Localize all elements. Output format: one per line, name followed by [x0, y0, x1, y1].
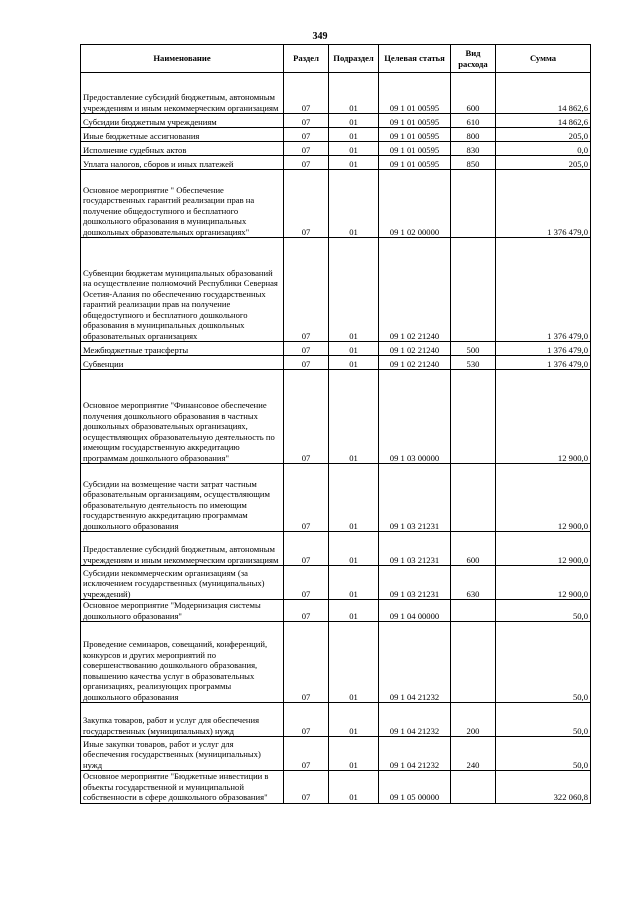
cell-expense-type	[451, 238, 496, 342]
table-row	[81, 532, 591, 566]
cell-target-article: 09 1 02 21240	[379, 356, 451, 370]
table-row	[81, 156, 591, 170]
cell-subsection: 01	[329, 142, 379, 156]
cell-amount: 12 900,0	[496, 532, 591, 566]
cell-target-article: 09 1 04 21232	[379, 622, 451, 703]
cell-subsection: 01	[329, 114, 379, 128]
cell-expense-type: 850	[451, 156, 496, 170]
table-row	[81, 464, 591, 532]
table-row	[81, 238, 591, 342]
cell-amount: 12 900,0	[496, 370, 591, 464]
cell-name: Предоставление субсидий бюджетным, автономным учреждениям и иным некоммерческим организациям	[81, 73, 284, 114]
cell-amount: 322 060,8	[496, 771, 591, 804]
cell-amount: 50,0	[496, 600, 591, 622]
cell-target-article: 09 1 03 00000	[379, 370, 451, 464]
cell-target-article: 09 1 01 00595	[379, 128, 451, 142]
cell-subsection: 01	[329, 737, 379, 771]
cell-target-article: 09 1 03 21231	[379, 464, 451, 532]
cell-subsection: 01	[329, 703, 379, 737]
cell-name: Межбюджетные трансферты	[81, 342, 284, 356]
budget-table	[80, 44, 591, 804]
table-row	[81, 703, 591, 737]
cell-section: 07	[284, 370, 329, 464]
cell-section: 07	[284, 128, 329, 142]
cell-section: 07	[284, 238, 329, 342]
cell-amount: 1 376 479,0	[496, 342, 591, 356]
cell-name: Основное мероприятие " Обеспечение государственных гарантий реализации прав на получение общедоступного и бесплатного дошкольного образования в муниципальных дошкольных образовательных организациях"	[81, 170, 284, 238]
table-row	[81, 170, 591, 238]
cell-subsection: 01	[329, 238, 379, 342]
cell-section: 07	[284, 342, 329, 356]
cell-amount: 1 376 479,0	[496, 238, 591, 342]
cell-name: Предоставление субсидий бюджетным, автономным учреждениям и иным некоммерческим организациям	[81, 532, 284, 566]
cell-section: 07	[284, 114, 329, 128]
cell-target-article: 09 1 03 21231	[379, 532, 451, 566]
cell-section: 07	[284, 771, 329, 804]
cell-target-article: 09 1 01 00595	[379, 156, 451, 170]
cell-expense-type: 600	[451, 532, 496, 566]
table-row	[81, 370, 591, 464]
cell-expense-type	[451, 170, 496, 238]
cell-target-article: 09 1 04 00000	[379, 600, 451, 622]
cell-section: 07	[284, 464, 329, 532]
cell-name: Субвенции	[81, 356, 284, 370]
cell-expense-type	[451, 622, 496, 703]
page-number: 349	[312, 31, 328, 42]
header-row	[81, 45, 591, 73]
cell-name: Основное мероприятие "Финансовое обеспечение получения дошкольного образования в частных дошкольных образовательных организациях, осуществляющих образовательную деятельность по имеющим государственную аккредитацию программам дошкольного образования"	[81, 370, 284, 464]
cell-name: Иные бюджетные ассигнования	[81, 128, 284, 142]
cell-target-article: 09 1 02 21240	[379, 342, 451, 356]
cell-section: 07	[284, 622, 329, 703]
cell-subsection: 01	[329, 156, 379, 170]
cell-subsection: 01	[329, 356, 379, 370]
cell-amount: 0,0	[496, 142, 591, 156]
cell-section: 07	[284, 142, 329, 156]
cell-name: Основное мероприятие "Бюджетные инвестиции в объекты государственной и муниципальной собственности в сфере дошкольного образования"	[81, 771, 284, 804]
header-target-article: Целевая статья	[379, 45, 451, 73]
cell-section: 07	[284, 703, 329, 737]
cell-amount: 14 862,6	[496, 114, 591, 128]
cell-target-article: 09 1 02 21240	[379, 238, 451, 342]
cell-subsection: 01	[329, 464, 379, 532]
cell-subsection: 01	[329, 170, 379, 238]
table-body	[81, 73, 591, 804]
header-expense-type: Вид расхода	[451, 45, 496, 73]
cell-expense-type: 500	[451, 342, 496, 356]
table-row	[81, 73, 591, 114]
cell-target-article: 09 1 02 00000	[379, 170, 451, 238]
cell-subsection: 01	[329, 128, 379, 142]
cell-expense-type: 530	[451, 356, 496, 370]
cell-section: 07	[284, 532, 329, 566]
header-name: Наименование	[81, 45, 284, 73]
cell-expense-type: 600	[451, 73, 496, 114]
header-amount: Сумма	[496, 45, 591, 73]
cell-target-article: 09 1 05 00000	[379, 771, 451, 804]
table-row	[81, 771, 591, 804]
cell-target-article: 09 1 03 21231	[379, 566, 451, 600]
table-row	[81, 622, 591, 703]
cell-expense-type: 630	[451, 566, 496, 600]
cell-subsection: 01	[329, 370, 379, 464]
cell-section: 07	[284, 156, 329, 170]
cell-expense-type	[451, 464, 496, 532]
cell-amount: 1 376 479,0	[496, 356, 591, 370]
cell-target-article: 09 1 04 21232	[379, 703, 451, 737]
cell-target-article: 09 1 04 21232	[379, 737, 451, 771]
table-row	[81, 600, 591, 622]
cell-amount: 50,0	[496, 703, 591, 737]
cell-name: Уплата налогов, сборов и иных платежей	[81, 156, 284, 170]
cell-subsection: 01	[329, 73, 379, 114]
table-row	[81, 114, 591, 128]
cell-target-article: 09 1 01 00595	[379, 73, 451, 114]
cell-section: 07	[284, 600, 329, 622]
cell-expense-type	[451, 771, 496, 804]
cell-amount: 205,0	[496, 156, 591, 170]
cell-subsection: 01	[329, 622, 379, 703]
cell-expense-type: 830	[451, 142, 496, 156]
cell-expense-type: 240	[451, 737, 496, 771]
cell-subsection: 01	[329, 600, 379, 622]
cell-section: 07	[284, 356, 329, 370]
header-section: Раздел	[284, 45, 329, 73]
cell-name: Закупка товаров, работ и услуг для обеспечения государственных (муниципальных) нужд	[81, 703, 284, 737]
cell-section: 07	[284, 566, 329, 600]
cell-amount: 1 376 479,0	[496, 170, 591, 238]
cell-expense-type: 800	[451, 128, 496, 142]
cell-subsection: 01	[329, 566, 379, 600]
cell-name: Субвенции бюджетам муниципальных образований на осуществление полномочий Республики Северная Осетия-Алания по обеспечению государственных гарантий реализации прав на получение общедоступного и бесплатного дошкольного образования в муниципальных дошкольных образовательных организациях	[81, 238, 284, 342]
cell-section: 07	[284, 170, 329, 238]
cell-name: Проведение семинаров, совещаний, конференций, конкурсов и других мероприятий по совершенствованию дошкольного образования, повышению качества услуг в образовательных организациях, реализующих программы дошкольного образования	[81, 622, 284, 703]
cell-amount: 14 862,6	[496, 73, 591, 114]
cell-name: Субсидии некоммерческим организациям (за исключением государственных (муниципальных) учреждений)	[81, 566, 284, 600]
cell-name: Субсидии бюджетным учреждениям	[81, 114, 284, 128]
cell-expense-type: 200	[451, 703, 496, 737]
cell-section: 07	[284, 737, 329, 771]
table-row	[81, 356, 591, 370]
cell-name: Исполнение судебных актов	[81, 142, 284, 156]
cell-amount: 50,0	[496, 737, 591, 771]
table-row	[81, 737, 591, 771]
cell-expense-type: 610	[451, 114, 496, 128]
table-row	[81, 142, 591, 156]
cell-amount: 12 900,0	[496, 566, 591, 600]
cell-name: Субсидии на возмещение части затрат частным образовательным организациям, осуществляющим образовательную деятельность по имеющим государственную аккредитацию программам дошкольного образования	[81, 464, 284, 532]
cell-subsection: 01	[329, 771, 379, 804]
header-subsection: Подраздел	[329, 45, 379, 73]
cell-section: 07	[284, 73, 329, 114]
cell-name: Иные закупки товаров, работ и услуг для обеспечения государственных (муниципальных) нужд	[81, 737, 284, 771]
cell-name: Основное мероприятие "Модернизация системы дошкольного образования"	[81, 600, 284, 622]
cell-subsection: 01	[329, 532, 379, 566]
table-row	[81, 128, 591, 142]
cell-amount: 12 900,0	[496, 464, 591, 532]
cell-target-article: 09 1 01 00595	[379, 142, 451, 156]
cell-expense-type	[451, 370, 496, 464]
cell-target-article: 09 1 01 00595	[379, 114, 451, 128]
cell-amount: 50,0	[496, 622, 591, 703]
cell-expense-type	[451, 600, 496, 622]
table-row	[81, 342, 591, 356]
cell-amount: 205,0	[496, 128, 591, 142]
cell-subsection: 01	[329, 342, 379, 356]
table-row	[81, 566, 591, 600]
